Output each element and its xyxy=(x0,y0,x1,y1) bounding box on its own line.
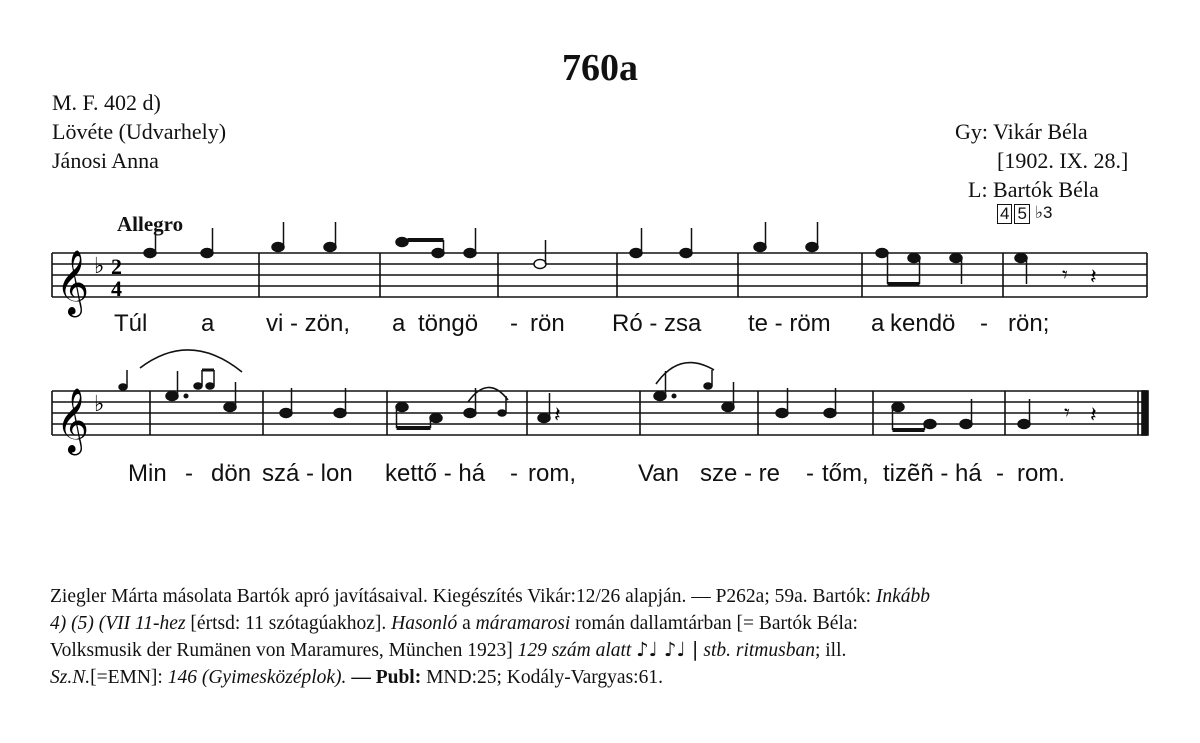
lyric-word: te - röm xyxy=(748,310,831,337)
editorial-notes xyxy=(50,584,1150,691)
cadence-box-2: 5 xyxy=(1014,204,1029,224)
cadence-box-1: 4 xyxy=(997,204,1012,224)
cadence-box-3: ♭3 xyxy=(1034,203,1053,222)
notes-text: Ziegler Márta másolata Bartók apró javításaival. Kiegészítés Vikár:12/26 alapján. — P262a; 59a. Bartók: xyxy=(50,586,876,607)
performer: Jánosi Anna xyxy=(52,148,159,173)
notes-italic: Hasonló xyxy=(391,612,458,634)
lyric-word: a xyxy=(201,310,215,337)
lyric-word: rom, xyxy=(528,460,576,487)
lyric-word: rom. xyxy=(1017,460,1065,487)
rest-3: 𝄽 xyxy=(554,403,561,428)
rest-5: 𝄽 xyxy=(1090,403,1097,428)
lyric-word: szá - lon xyxy=(262,460,353,487)
notes-text: román dallamtárban [= Bartók Béla: xyxy=(570,612,858,634)
location: Lövéte (Udvarhely) xyxy=(52,119,227,144)
notes-italic: szám alatt xyxy=(546,640,637,661)
lyric-word: kettő - há xyxy=(385,460,486,487)
lyric-word: dön xyxy=(211,460,252,487)
notes-line-3 xyxy=(50,637,1150,665)
rest-2: 𝄽 xyxy=(1090,265,1097,290)
lyric-word: - xyxy=(185,460,193,487)
collection-date: [1902. IX. 28.] xyxy=(997,148,1129,173)
notes-italic: 4) (5) (VII 11-hez xyxy=(50,612,186,634)
notes-line-2 xyxy=(50,611,1150,638)
notes-text: [értsd: 11 szótagúakhoz]. xyxy=(185,612,392,634)
notes-italic: 146 (Gyimesközéplok). xyxy=(167,666,347,688)
rest-4: 𝄾 xyxy=(1064,401,1070,426)
notes-italic: stb. ritmusban xyxy=(698,640,815,661)
slurs xyxy=(140,350,714,402)
notes-text: MND:25; Kodály-Vargyas:61. xyxy=(421,666,663,688)
lyric-word: tőm, xyxy=(822,460,869,487)
lyric-word: Min xyxy=(128,460,167,487)
notes-text: ; ill. xyxy=(814,640,847,661)
lyric-word: - xyxy=(510,460,518,487)
lyric-word: rön xyxy=(530,310,565,337)
staff-1 xyxy=(52,253,1147,297)
rhythm-notation-icon: ♪♩ ♪♩ | xyxy=(636,638,699,661)
collector: Gy: Vikár Béla xyxy=(955,119,1088,144)
notes-line-4 xyxy=(50,665,1150,692)
notes-text: Volksmusik der Rumänen von Maramures, München 1923] xyxy=(50,640,518,661)
time-sig-top: 2 xyxy=(111,254,122,279)
staff-2 xyxy=(52,391,1147,435)
lyric-word: - xyxy=(510,310,518,337)
notes-italic: Sz.N. xyxy=(50,666,91,688)
lyric-word: Ró - zsa xyxy=(612,310,702,337)
notes-bold: — xyxy=(346,666,376,688)
notes-bold: Publ: xyxy=(375,666,422,688)
lyric-word: töngö xyxy=(418,310,479,337)
notes-text: [=EMN]: xyxy=(90,666,168,688)
treble-clef-1: 𝄞 xyxy=(56,250,90,315)
notes-line-1 xyxy=(50,584,1150,611)
treble-clef-2: 𝄞 xyxy=(56,388,90,453)
lyric-word: rön; xyxy=(1008,310,1050,337)
lyric-word: a xyxy=(871,310,885,337)
lyric-word: Túl xyxy=(114,310,148,337)
lyric-word: sze - re xyxy=(700,460,781,487)
lyric-word: kendö xyxy=(890,310,956,337)
lyric-word: - xyxy=(806,460,814,487)
transcriber: L: Bartók Béla xyxy=(968,177,1099,202)
notes-staff-2 xyxy=(119,370,1030,430)
notes-italic: máramarosi xyxy=(475,612,571,634)
lyric-word: - xyxy=(980,310,988,337)
notes-text: a xyxy=(457,612,476,634)
notes-italic: 129 xyxy=(517,640,547,661)
rest-1: 𝄾 xyxy=(1062,263,1068,288)
collection-number: M. F. 402 d) xyxy=(52,90,161,115)
tempo-marking: Allegro xyxy=(117,212,184,236)
lyric-word: Van xyxy=(638,460,679,487)
lyric-word: a xyxy=(392,310,406,337)
lyric-word: - xyxy=(996,460,1004,487)
time-sig-bottom: 4 xyxy=(111,276,122,301)
lyric-word: vi - zön, xyxy=(266,310,351,337)
notes-italic: Inkább xyxy=(875,586,931,607)
lyric-word: tizẽñ - há xyxy=(883,460,982,487)
flat-key-2: ♭ xyxy=(94,392,105,417)
flat-key-1: ♭ xyxy=(94,254,105,279)
page-title: 760a xyxy=(562,47,638,89)
